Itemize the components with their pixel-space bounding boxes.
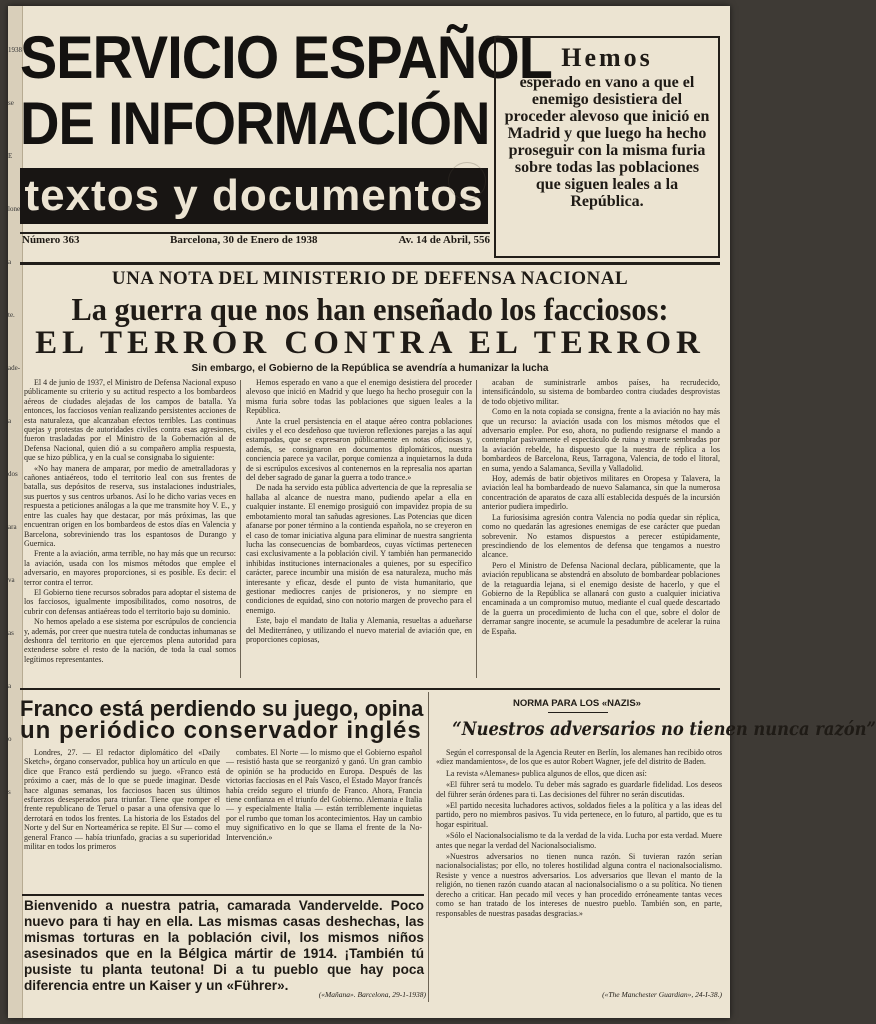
strip-fragment: 1938: [8, 46, 22, 54]
main-column-3: [482, 378, 720, 680]
column-divider: [240, 380, 241, 678]
strip-fragment: se: [8, 99, 14, 107]
norma-kicker: NORMA PARA LOS «NAZIS»: [513, 698, 641, 709]
strip-fragment: E: [8, 152, 13, 160]
main-headline-1: La guerra que nos han enseñado los facciosos:: [71, 291, 669, 327]
paragraph: El 4 de junio de 1937, el Ministro de Defensa Nacional expuso públicamente su criterio y su actitud respecto a los bombardeos aéreos de ciudades alejadas de los campos de batalla. Ya entonces, los facciosos venían realizando persistentes acciones de esta naturaleza, que alcanzaban efectos terribles. Las continuas quejas y protestas de autoridades civiles contra esas agresiones, fueron trasladadas por el Ministro de la Gobernación al de Defensa Nacional, quien dió a su compañero amplia respuesta, que se hizo pública, y en la cual se consignaba lo siguiente:: [24, 378, 236, 463]
norma-title: “Nuestros adversarios no tienen nunca razón”: [452, 718, 876, 740]
column-divider: [476, 380, 477, 678]
masthead-line-1: SERVICIO ESPAÑOL: [20, 24, 552, 91]
strip-fragment: o: [8, 735, 12, 743]
paragraph: Londres, 27. — El redactor diplomático del «Daily Sketch», órgano conservador, publica hoy un artículo en que dice que Franco está perdiendo su juego. «Franco está próximo a caer, más de lo que se puede imaginar. Desde hace algunas semanas, los facciosos hacen sus últimos esfuerzos desesperados para triunfar. Tiene que romper el frente republicano de Teruel o pasar a una ofensiva que lo derrotará en todos los frentes. La historia de los Estados del Norte y del Sur en Norteamérica se repite. El Sur — como el general Franco — había triunfado, gracias a su superioridad militar en todos los primeros: [24, 748, 220, 852]
paragraph: combates. El Norte — lo mismo que el Gobierno español — resistió hasta que se reorganizó y ganó. Un gran cambio de opinión se ha producido en Europa. Después de las victorias facciosas en el País Vasco, el Estado Mayor francés había creído seguro el triunfo de Franco. Ahora, Francia tiene confianza en el triunfo del Gobierno. Alemania e Italia — y especialmente Italia — están terriblemente inquietas por el rumbo que toman los acontecimientos. Hay un cambio muy significativo en lo que se llama el frente de la No-Intervención.»: [226, 748, 422, 842]
strip-fragment: as: [8, 629, 14, 637]
issue-info-bar: [20, 234, 490, 250]
masthead-line-2: DE INFORMACIÓN: [20, 90, 490, 157]
strip-fragment: va: [8, 576, 15, 584]
paragraph: «No hay manera de amparar, por medio de ametralladoras y cañones antiaéreos, todo el territorio leal con sus frentes de batalla, sus depósitos de reserva, sus instalaciones industriales, sus puertos y sus centros urbanos. Así lo he dicho varias veces en respuesta a peticiones análogas a la que me transmite hoy V. E., y entre las cuales hay que destacar, por más próximas, las que encuentran origen en los bombardeos de estos días en Valencia y Barcelona, sobreviniendo tras los espantosos de Durango y Guernica.: [24, 463, 236, 548]
paragraph: Como en la nota copiada se consigna, frente a la aviación no hay más que un recurso: la aviación usada con los mismos métodos que el adversario emplee. Por eso, ahora, no pudiendo resignarse el mando a contemplar pasivamente el espectáculo de ruina y muerte sembradas por la aviación rebelde, ha dispuesto que la nuestra de réplica a los bombardeos de Barcelona, Reus, Tarragona, Valencia, de todo el litoral, en suma, yendo a Salamanca, Sevilla y Valladolid.: [482, 407, 720, 473]
strip-fragment: lone: [8, 205, 21, 213]
paragraph: acaban de suministrarle ambos países, ha recrudecido, intensificándolo, su sistema de bombardeo contra ciudades desprovistas de todo objetivo militar.: [482, 378, 720, 406]
franco-headline-1: Franco está perdiendo su juego, opina: [20, 696, 424, 721]
masthead-banner: textos y documentos: [20, 168, 488, 224]
norma-small-rule: [548, 712, 608, 713]
paragraph: «El führer será tu modelo. Tu deber más sagrado es guardarle fidelidad. Los deseos del führer serán órdenes para ti. Las decisiones del führer no serán discutidas.: [436, 780, 722, 799]
main-column-1: [24, 378, 236, 680]
newspaper-page: [8, 6, 876, 1018]
section-divider: [428, 692, 429, 1002]
franco-headline: [20, 696, 424, 744]
paragraph: No hemos apelado a ese sistema por escrúpulos de conciencia y, además, por creer que nuestra tutela de conductas inhumanas se deshonra del territorio en que ejercemos plena autoridad para extenderse sobre el resto de la nación, de toda la cual somos legítimos representantes.: [24, 617, 236, 664]
franco-headline-2: un periódico conservador inglés: [20, 717, 422, 744]
paragraph: Ante la cruel persistencia en el ataque aéreo contra poblaciones civiles y el eco desdeñoso que tuvieron reflexiones parejas a las aquí estampadas, que se expresaron públicamente en notas oficiosas y, además, se consignaron en documentos diplomáticos, nuestra conciencia parece ya vacilar, porque comienza a inquietarnos la duda de si escrúpulos excesivos al contenernos en la represalia nos apartan del deber sagrado de ganar la guerra a todo trance.»: [246, 416, 472, 483]
franco-column-1: [24, 748, 220, 896]
paragraph: Frente a la aviación, arma terrible, no hay más que un recurso: la aviación, usada con los mismos métodos que emplee el adversario, en mayores proporciones, si es posible. Es decir: el terror contra el terror.: [24, 549, 236, 587]
norma-body: [436, 748, 722, 988]
paragraph: La revista «Alemanes» publica algunos de ellos, que dicen así:: [446, 768, 647, 778]
bienvenido-text: Bienvenido a nuestra patria, camarada Vandervelde. Poco nuevo para ti hay en ella. Las mismas casas deshechas, las mismas torturas en la población civil, los mismos niños asesinados que en la Bélgica mártir de 1914. ¡También tú pusiste tu planta teutona! Di a tu pueblo que hay poca diferencia entre un Kaiser y un «Führer».: [24, 898, 424, 993]
strip-fragment: a: [8, 258, 12, 266]
paragraph: Según el corresponsal de la Agencia Reuter en Berlín, los alemanes han recibido otros «diez mandamientos», de los que es autor Robert Wagner, jefe del distrito de Baden.: [436, 748, 722, 767]
norma-source: («The Manchester Guardian», 24-I-38.): [602, 990, 722, 999]
paragraph: El Gobierno tiene recursos sobrados para adoptar el sistema de los facciosos, igualmente imposibilitados, como nosotros, de cubrir con defensas antiaéreas todo el territorio bajo su dominio.: [24, 587, 236, 616]
library-stamp: [448, 162, 486, 200]
paragraph: »El partido necesita luchadores activos, soldados fieles a la política y a las ideas del partido, pero no miembros pasivos. Tu vida pertenece, en lo futuro, al partido, que es tu hogar espiritual.: [436, 801, 722, 829]
main-headline-2: EL TERROR CONTRA EL TERROR: [35, 325, 705, 361]
boxed-quote-first-word: Hemos: [561, 43, 653, 72]
paragraph: »Nuestros adversarios no tienen nunca razón. Si tuvieran razón serían nacionalsocialistas; por ello, no toleres hostilidad alguna contra el nacionalsocialismo. Resiste y vence a nuestros adversarios. Los adversarios que llevan el manto de la religión, no tienen razón cuando atacan al nacionalsocialismo o a su política. No tienen derecho a criticar. Han pecado mil veces y han procedido erróneamente tantas veces como se han tratado de los intereses de nuestro pueblo. También son, en parte, responsables de nuestras pasadas desgracias.»: [436, 852, 722, 918]
strip-fragment: a: [8, 682, 12, 690]
issue-date: Barcelona, 30 de Enero de 1938: [170, 234, 318, 246]
strip-fragment: s: [8, 788, 11, 796]
paragraph: »Sólo el Nacionalsocialismo te da la verdad de la vida. Lucha por esta verdad. Muere antes que negar la verdad del Nacionalsocialismo.: [436, 831, 722, 850]
section-rule: [20, 688, 720, 690]
adjacent-page-strip: [8, 6, 23, 1018]
paragraph: Hoy, además de batir objetivos militares en Oropesa y Talavera, la aviación leal ha bombardeado de nuevo Salamanca, sin que la numerosa concentración de aparatos de caza allí establecida después de la incursión anterior pudiera impedirlo.: [482, 474, 720, 512]
strip-fragment: te.: [8, 311, 15, 319]
main-kicker: UNA NOTA DEL MINISTERIO DE DEFENSA NACIONAL: [111, 268, 629, 289]
bienvenido-rule: [22, 894, 424, 896]
main-column-2: [246, 378, 472, 680]
main-subhead: Sin embargo, el Gobierno de la República se avendría a humanizar la lucha: [191, 363, 549, 374]
strip-fragment: dos: [8, 470, 18, 478]
boxed-quote-text: esperado en vano a que el enemigo desistiera del proceder alevoso que inició en Madrid y que luego ha hecho proseguir con la misma furia sobre todas las poblaciones que siguen leales a la República.: [504, 74, 710, 210]
issue-number: Número 363: [22, 234, 80, 246]
issue-address: Av. 14 de Abril, 556: [398, 234, 490, 246]
strip-fragment: a: [8, 417, 12, 425]
strip-fragment: ade-: [8, 364, 21, 372]
bienvenido-source: («Mañana». Barcelona, 29-1-1938): [318, 990, 426, 999]
strip-fragment: ara: [8, 523, 17, 531]
franco-column-2: [226, 748, 422, 896]
paragraph: Pero el Ministro de Defensa Nacional declara, públicamente, que la aviación republicana se abstendrá en absoluto de bombardear poblaciones de la retaguardia lejana, si el enemigo desiste de hacerlo, y que el Gobierno de la República se allanará con gusto a cualquier iniciativa encaminada a un compromiso mutuo, mediante el cual quede descartado de la guerra un procedimiento de lucha con el que, sobre el dolor de derramar sangre inocente, se acumule la pesadumbre de acelerar la ruina de España.: [482, 560, 720, 636]
paragraph: Este, bajo el mandato de Italia y Alemania, resueltas a adueñarse del Mediterráneo, y utilizando el nuevo material de aviación que, en proporciones copiosas,: [246, 616, 472, 644]
boxed-quote: [494, 36, 720, 258]
paragraph: Hemos esperado en vano a que el enemigo desistiera del proceder alevoso que inició en Madrid y que luego ha hecho proseguir con la misma furia sobre todas las poblaciones que siguen leales a la República.: [246, 378, 472, 416]
paragraph: La furiosísima agresión contra Valencia no podía quedar sin réplica, como no quedarán las agresiones enemigas de ese carácter que puedan sobrevenir. No estamos dispuestos a perecer estúpidamente, prescindiendo de los elementos de defensa que tengamos a nuestro alcance.: [482, 512, 720, 560]
paragraph: De nada ha servido esta pública advertencia de que la represalia se hallaba al alcance de nuestra mano, pudiendo apelar a ella en cualquier instante. El enemigo prosiguió con impavidez propia de su embotamiento moral tan sañudas agresiones. Las Potencias que dicen afanarse por poner término a la contienda española, no se creyeron en el caso de tomar iniciativa alguna para eliminar de nuestra sangrienta lucha las consecuencias de bombardeos, cuyas víctimas pertenecen casi exclusivamente a la población civil. Y también han permanecido inhibidas instituciones internacionales a quienes, por su específico carácter, parece incumbir una misión de esa naturaleza, mucho más interesante y eficaz, desde el punto de vista humanitario, que gestionar mediocres canjes de prisioneros, y no siempre en condiciones de equidad, sino con notorio margen de provecho para el enemigo.: [246, 483, 472, 615]
masthead-rule-bottom: [20, 262, 720, 265]
